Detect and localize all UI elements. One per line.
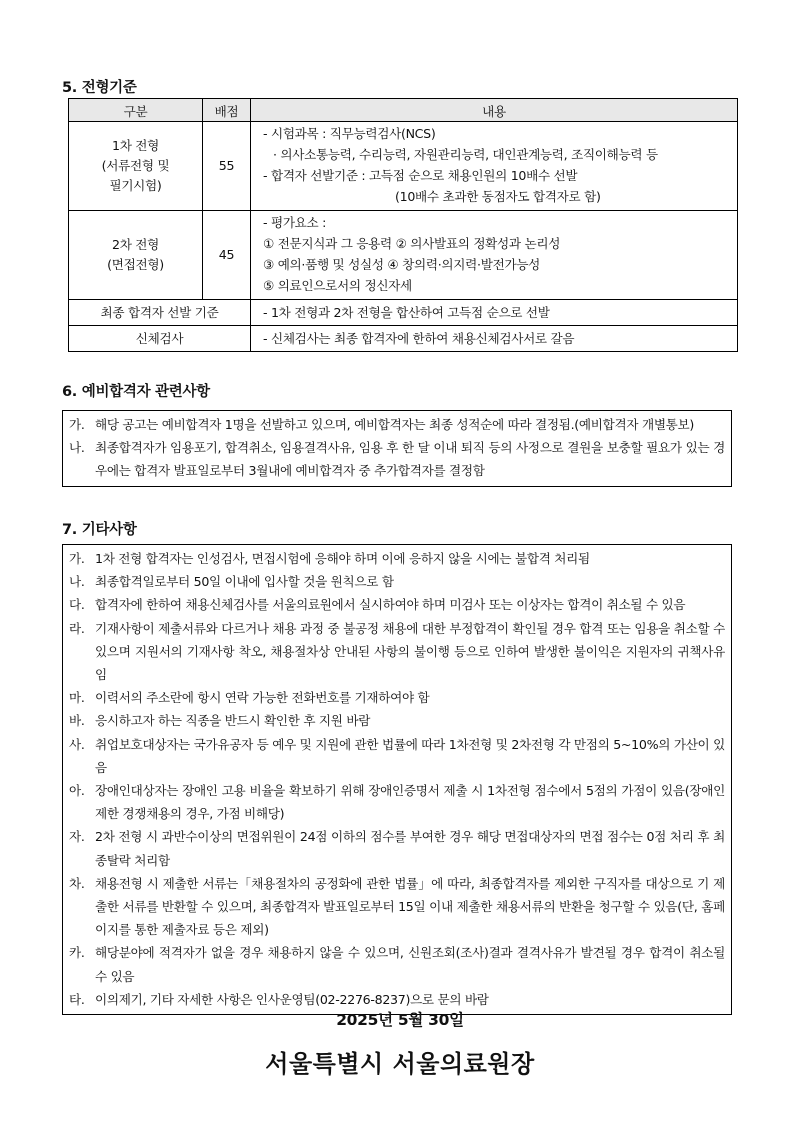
final-text: [251, 300, 738, 326]
final-line: - 1차 전형과 2차 전형을 합산하여 고득점 순으로 선발: [263, 305, 550, 320]
item-text: 해당 공고는 예비합격자 1명을 선발하고 있으며, 예비합격자는 최종 성적순에 따라 결정됨.(예비합격자 개별통보): [95, 417, 695, 432]
list-item: [63, 436, 731, 482]
round1-line: · 의사소통능력, 수리능력, 자원관리능력, 대인관계능력, 조직이해능력 등: [273, 147, 658, 162]
final-name: 최종 합격자 선발 기준: [69, 300, 251, 326]
item-marker: 라.: [69, 620, 85, 636]
list-item: [63, 686, 731, 709]
round2-line: ③ 예의·품행 및 성실성 ④ 창의력·의지력·발전가능성: [263, 257, 541, 272]
round2-score: 45: [203, 211, 251, 300]
physical-name: 신체검사: [69, 326, 251, 352]
reserve-candidate-box: [62, 410, 732, 487]
item-text: 취업보호대상자는 국가유공자 등 예우 및 지원에 관한 법률에 따라 1차전형 및 2차전형 각 만점의 5~10%의 가산이 있음: [95, 736, 725, 775]
item-text: 이력서의 주소란에 항시 연락 가능한 전화번호를 기재하여야 함: [95, 690, 430, 706]
list-item: [63, 617, 731, 687]
item-marker: 카.: [69, 945, 85, 961]
item-text: 최종합격일로부터 50일 이내에 입사할 것을 원칙으로 함: [95, 574, 394, 590]
round2-line: - 평가요소 :: [263, 215, 327, 230]
list-item: [63, 413, 731, 436]
round1-line: - 합격자 선발기준 : 고득점 순으로 채용인원의 10배수 선발: [263, 168, 578, 183]
item-text: 응시하고자 하는 직종을 반드시 확인한 후 지원 바람: [95, 713, 371, 729]
section7-title: 7. 기타사항: [62, 522, 137, 538]
section6-title: 6. 예비합격자 관련사항: [62, 384, 210, 400]
header-score: 배점: [203, 99, 251, 122]
item-text: 2차 전형 시 과반수이상의 면접위원이 24점 이하의 점수를 부여한 경우 해당 면접대상자의 면접 점수는 0점 처리 후 최종탈락 처리함: [95, 829, 725, 868]
list-item: [63, 570, 731, 593]
item-marker: 아.: [69, 783, 85, 799]
item-marker: 차.: [69, 875, 85, 891]
header-content: 내용: [251, 99, 738, 122]
header-category: 구분: [69, 99, 203, 122]
item-text: 해당분야에 적격자가 없을 경우 채용하지 않을 수 있으며, 신원조회(조사)결과 결격사유가 발견될 경우 합격이 취소될 수 있음: [95, 945, 725, 984]
item-marker: 다.: [69, 597, 85, 613]
item-text: 1차 전형 합격자는 인성검사, 면접시험에 응해야 하며 이에 응하지 않을 시에는 불합격 처리됨: [95, 551, 590, 566]
item-marker: 사.: [69, 736, 85, 752]
item-marker: 타.: [69, 991, 85, 1007]
list-item: [63, 547, 731, 570]
round2-content: [251, 211, 738, 300]
item-text: 채용전형 시 제출한 서류는「채용절차의 공정화에 관한 법률」에 따라, 최종합격자를 제외한 구직자를 대상으로 기 제출한 서류를 반환할 수 있으며, 최종합격자 발표일로부터 15일 이내 제출한 채용서류의 반환을 청구할 수 있음(단, 홈페이지를 통한 제출자료 등은 제외): [95, 875, 725, 938]
item-text: 최종합격자가 임용포기, 합격취소, 임용결격사유, 임용 후 한 달 이내 퇴직 등의 사정으로 결원을 보충할 필요가 있는 경우에는 합격자 발표일로부터 3월내에 예비합격자 중 추가합격자를 결정함: [95, 440, 725, 479]
list-item: [63, 593, 731, 616]
round1-line: (10배수 초과한 동점자도 합격자로 함): [395, 189, 601, 204]
table-header-row: [69, 99, 738, 122]
list-item: [63, 709, 731, 732]
list-item: [63, 825, 731, 871]
item-text: 기재사항이 제출서류와 다르거나 채용 과정 중 불공정 채용에 대한 부정합격이 확인될 경우 합격 또는 임용을 취소할 수 있으며 지원서의 기재사항 착오, 채용절차상 안내된 사항의 불이행 등으로 인하여 발생한 불이익은 지원자의 귀책사유임: [95, 620, 725, 683]
table-row-final: [69, 300, 738, 326]
round1-content: [251, 122, 738, 211]
selection-criteria-table: [68, 98, 738, 352]
list-item: [63, 733, 731, 779]
round2-line: ① 전문지식과 그 응용력 ② 의사발표의 정확성과 논리성: [263, 236, 561, 251]
item-marker: 마.: [69, 690, 85, 706]
item-marker: 나.: [69, 574, 85, 590]
round2-name: 2차 전형 (면접전형): [69, 211, 203, 300]
other-matters-box: [62, 544, 732, 1015]
round2-line: ⑤ 의료인으로서의 정신자세: [263, 278, 412, 293]
table-row-round1: [69, 122, 738, 211]
item-text: 장애인대상자는 장애인 고용 비율을 확보하기 위해 장애인증명서 제출 시 1차전형 점수에서 5점의 가점이 있음(장애인 제한 경쟁채용의 경우, 가점 비해당): [95, 783, 725, 822]
round1-score: 55: [203, 122, 251, 211]
physical-line: - 신체검사는 최종 합격자에 한하여 채용신체검사서로 갈음: [263, 331, 575, 346]
item-marker: 자.: [69, 829, 85, 845]
item-marker: 바.: [69, 713, 85, 729]
item-text: 합격자에 한하여 채용신체검사를 서울의료원에서 실시하여야 하며 미검사 또는 이상자는 합격이 취소될 수 있음: [95, 597, 686, 613]
notice-date: 2025년 5월 30일: [336, 1011, 464, 1029]
table-row-round2: [69, 211, 738, 300]
item-marker: 나.: [69, 440, 85, 456]
round1-line: - 시험과목 : 직무능력검사(NCS): [263, 126, 436, 141]
issuer-name: 서울특별시 서울의료원장: [265, 1050, 535, 1078]
table-row-physical: [69, 326, 738, 352]
list-item: [63, 941, 731, 987]
list-item: [63, 872, 731, 942]
physical-text: [251, 326, 738, 352]
round1-name: 1차 전형 (서류전형 및 필기시험): [69, 122, 203, 211]
list-item: [63, 779, 731, 825]
item-text: 이의제기, 기타 자세한 사항은 인사운영팀(02-2276-8237)으로 문의 바람: [95, 991, 489, 1007]
item-marker: 가.: [69, 417, 85, 432]
section5-title: 5. 전형기준: [62, 80, 137, 96]
item-marker: 가.: [69, 551, 85, 566]
